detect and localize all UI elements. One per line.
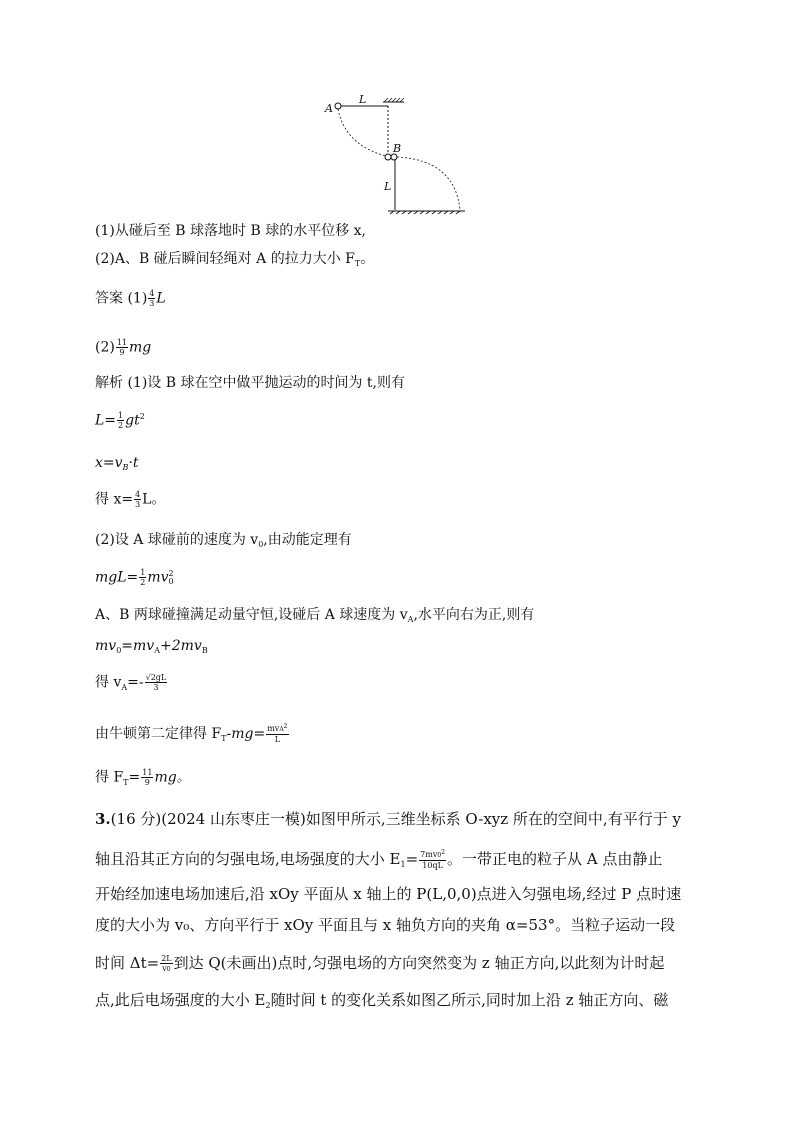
eq-text: mgL= (95, 569, 139, 586)
label-a: A (325, 102, 333, 115)
ceiling-hatch (384, 98, 404, 102)
frac-den: 3 (149, 299, 155, 308)
eq-text: =mv (121, 638, 155, 654)
frac-num: 4 (135, 490, 141, 499)
eq-text: 由牛顿第二定律得 F (95, 726, 222, 742)
question-2-sub: T (354, 259, 361, 268)
label-b: B (393, 142, 402, 155)
eq-text: mv (147, 569, 169, 586)
eq-text: ,由动能定理有 (263, 532, 352, 548)
eq-supsub (169, 570, 174, 586)
eq-text: mg。 (154, 769, 191, 786)
frac-num: 1 (140, 568, 146, 577)
analysis-line-9 (95, 673, 168, 694)
eq-sub: 0 (258, 540, 264, 549)
eq-text: 。一带正电的粒子从 A 点由静止 (447, 850, 663, 868)
answer-1-fraction (148, 289, 155, 308)
frac-den (161, 964, 171, 974)
answer-label: 答案 (95, 290, 123, 307)
problem3-line-3: 开始经加速电场加速后,沿 xOy 平面从 x 轴上的 P(L,0,0)点进入匀强电场,经过 P 点时速 (95, 885, 682, 903)
analysis-line-11 (95, 768, 191, 789)
frac-num-text: 7mv (420, 850, 438, 859)
eq-fraction (117, 411, 124, 430)
frac-num: √2gL (145, 673, 167, 682)
frac-num-sub: A (279, 726, 284, 733)
eq-sup: 2 (168, 568, 174, 578)
answer-1 (95, 289, 166, 308)
ball-a (335, 103, 341, 109)
frac-num-sup: 2 (441, 849, 446, 856)
problem3-line-1 (95, 810, 681, 828)
analysis-line-6 (95, 568, 174, 587)
eq-text: 随时间 t 的变化关系如图乙所示,同时加上沿 z 轴正方向、磁 (270, 991, 669, 1009)
eq-text: (2)设 A 球碰前的速度为 v (95, 532, 259, 548)
frac-num-sub: 0 (437, 852, 442, 859)
eq-text: = (405, 850, 419, 868)
frac-den: L (274, 735, 281, 744)
analysis-line-3 (95, 454, 139, 474)
eq-text: gt (125, 412, 140, 429)
problem3-line-5 (95, 954, 664, 974)
eq-text: L。 (142, 491, 166, 508)
eq-text: 轴且沿其正方向的匀强电场,电场强度的大小 E (95, 850, 401, 868)
frac-num: 11 (142, 768, 153, 777)
eq-text: +2mv (159, 638, 202, 654)
frac-num-sup: 2 (283, 723, 288, 730)
eq-sub: T (221, 734, 227, 743)
frac-den: 3 (153, 683, 159, 692)
answer-1-prefix: (1) (127, 290, 148, 307)
frac-num: 11 (116, 338, 128, 347)
eq-sub: A (121, 682, 128, 692)
eq-text: 点,此后电场强度的大小 E (95, 991, 266, 1009)
frac-num: 1 (118, 411, 124, 420)
frac-den: 2 (118, 421, 124, 430)
eq-sub: B (122, 463, 129, 472)
analysis-line-8 (95, 637, 208, 657)
analysis-line-10 (95, 724, 290, 745)
eq-sub: 0 (116, 646, 122, 655)
analysis-l1: (1)设 B 球在空中做平抛运动的时间为 t,则有 (127, 375, 405, 391)
eq-text: x=v (95, 455, 123, 471)
eq-text: = (128, 769, 141, 786)
question-1: (1)从碰后至 B 球落地时 B 球的水平位移 x, (95, 223, 367, 239)
problem3-l1: (16 分)(2024 山东枣庄一模)如图甲所示,三维坐标系 O-xyz 所在的空间中,有平行于 y (110, 810, 681, 828)
frac-num: 4 (149, 289, 155, 298)
answer-2-prefix: (2) (95, 339, 115, 356)
analysis-line-5 (95, 531, 352, 551)
frac-num-text: mv (267, 724, 280, 733)
problem3-number: 3. (95, 810, 111, 828)
question-2 (95, 250, 374, 270)
question-2-end: 。 (360, 251, 375, 267)
eq-text: mv (95, 638, 117, 654)
eq-text: ,水平向右为正,则有 (413, 607, 535, 623)
eq-fraction (141, 768, 153, 787)
eq-fraction (419, 850, 446, 870)
eq-sub: T (123, 777, 129, 787)
answer-2 (95, 338, 151, 357)
eq-text: =- (127, 674, 144, 691)
eq-fraction (145, 673, 168, 692)
eq-text: 得 v (95, 674, 122, 691)
frac-den-sub: 0 (166, 966, 171, 973)
eq-text: 到达 Q(未画出)点时,匀强电场的方向突然变为 z 轴正方向,以此刻为计时起 (173, 954, 665, 972)
label-l-side: L (384, 180, 392, 193)
frac-den: 2 (140, 578, 146, 587)
analysis-line-1 (95, 374, 405, 392)
frac-num: 2L (161, 954, 172, 963)
swing-arc (338, 109, 386, 156)
frac-den: 3 (135, 500, 141, 509)
label-l-top: L (359, 93, 367, 106)
eq-sub: 1 (400, 860, 406, 869)
answer-2-var: mg (129, 339, 152, 356)
eq-fraction (134, 490, 141, 509)
eq-text: -mg= (226, 726, 266, 742)
frac-den: 9 (144, 778, 150, 787)
eq-text: 时间 Δt= (95, 954, 160, 972)
eq-text: L= (95, 412, 117, 429)
analysis-line-7 (95, 606, 534, 626)
question-2-text: (2)A、B 碰后瞬间轻绳对 A 的拉力大小 F (95, 251, 355, 267)
eq-fraction (160, 954, 172, 974)
analysis-line-4 (95, 490, 165, 509)
problem3-line-4: 度的大小为 v₀、方向平行于 xOy 平面且与 x 轴负方向的夹角 α=53°。当粒子运动一段 (95, 916, 676, 934)
eq-sub: B (201, 646, 208, 655)
problem3-line-6 (95, 991, 668, 1012)
eq-text: A、B 两球碰撞满足动量守恒,设碰后 A 球速度为 v (95, 607, 408, 623)
eq-text: 得 x= (95, 491, 134, 508)
eq-sub: 2 (265, 1001, 271, 1010)
frac-den: 9 (119, 348, 125, 357)
eq-text: ·t (128, 455, 139, 471)
projectile-path (397, 157, 460, 210)
eq-text: 得 F (95, 769, 124, 786)
frac-num (419, 850, 446, 861)
frac-num (266, 724, 288, 735)
eq-fraction (266, 724, 288, 744)
problem3-line-2 (95, 850, 662, 871)
eq-sub: A (154, 646, 160, 655)
eq-sup: 2 (139, 411, 145, 421)
answer-1-var: L (156, 290, 166, 307)
ball-a-bottom (385, 154, 391, 160)
pendulum-figure (320, 90, 470, 215)
answer-2-fraction (116, 338, 128, 357)
eq-fraction (139, 568, 146, 587)
frac-den-text: v (162, 964, 167, 973)
eq-sub: A (407, 615, 414, 624)
analysis-label: 解析 (95, 375, 123, 391)
analysis-line-2 (95, 411, 145, 432)
frac-den: 10qL (422, 861, 443, 870)
eq-sub: 0 (168, 576, 174, 586)
